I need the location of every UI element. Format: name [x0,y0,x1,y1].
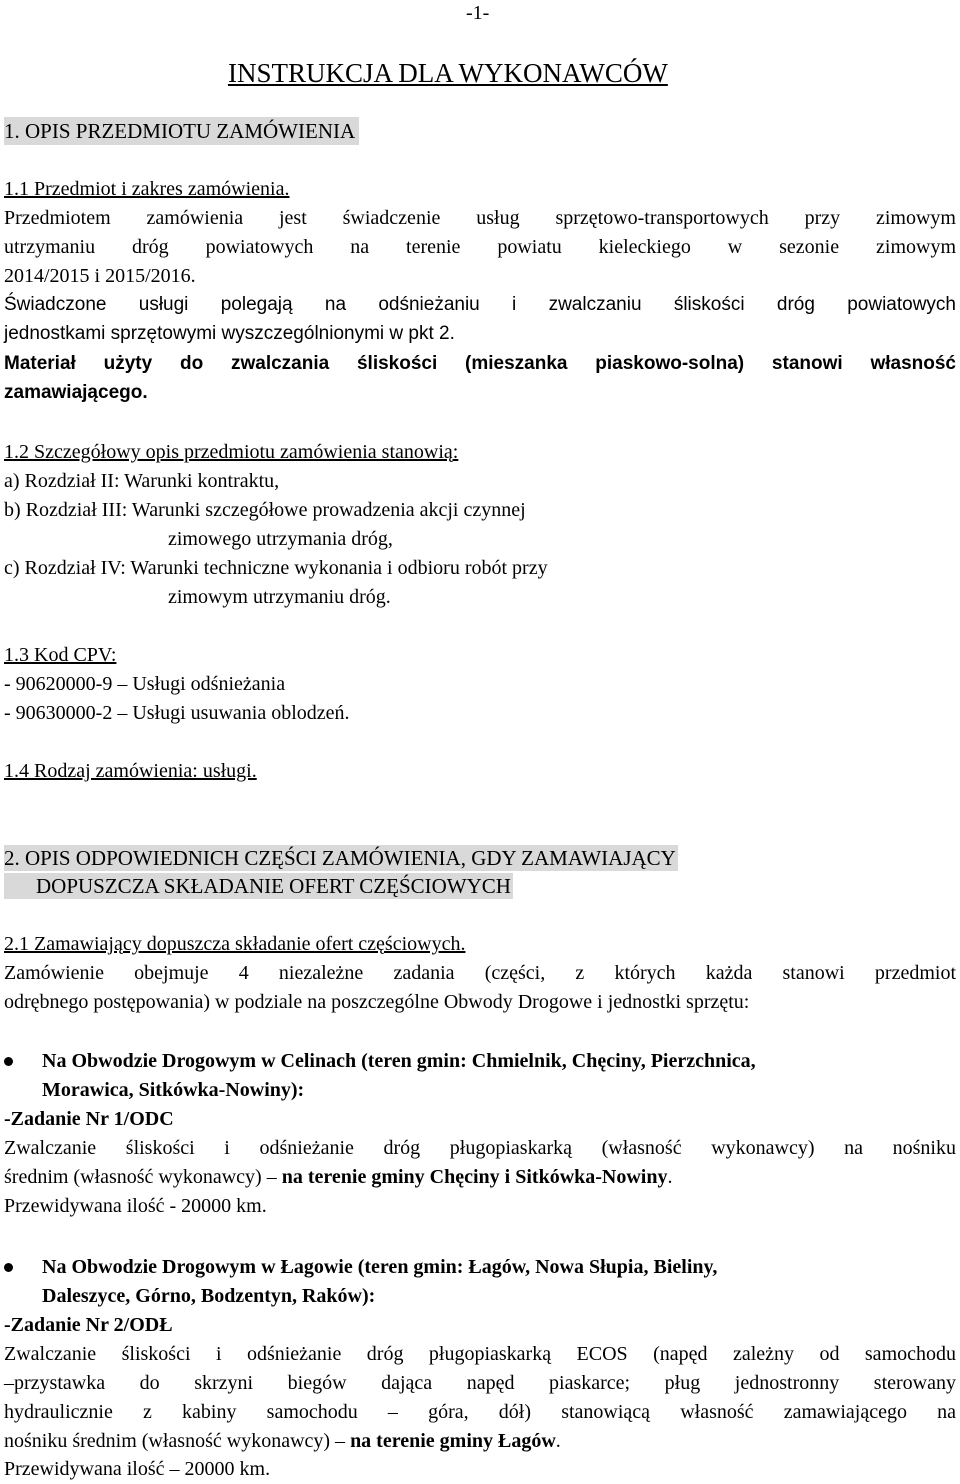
bullet-1-line-1: Na Obwodzie Drogowym w Celinach (teren gmin: Chmielnik, Chęciny, Pierzchnica, [42,1050,756,1072]
task-1-line-2-end: . [667,1166,673,1188]
task-2-line-2: –przystawka do skrzyni biegów dająca napęd piaskarce; pług jednostronny sterowany [4,1372,956,1394]
paragraph-1-line-3: 2014/2015 i 2015/2016. [4,265,196,287]
task-2-line-4-text: nośniku średnim (własność wykonawcy) – [4,1430,351,1452]
paragraph-2-line-2: jednostkami sprzętowymi wyszczególnionymi w pkt 2. [4,323,455,344]
task-2-estimate: Przewidywana ilość – 20000 km. [4,1458,271,1480]
paragraph-1-line-1: Przedmiotem zamówienia jest świadczenie usług sprzętowo-transportowych przy zimowym [4,207,956,229]
bullet-2-line-2: Daleszyce, Górno, Bodzentyn, Raków): [42,1285,376,1307]
document-title: INSTRUKCJA DLA WYKONAWCÓW [228,58,668,88]
task-1-estimate: Przewidywana ilość - 20000 km. [4,1195,267,1217]
task-1-line-1: Zwalczanie śliskości i odśnieżanie dróg pługopiaskarką (własność wykonawcy) na nośniku [4,1137,956,1159]
subsection-1-4: 1.4 Rodzaj zamówienia: usługi. [4,760,257,782]
task-2-line-1: Zwalczanie śliskości i odśnieżanie dróg pługopiaskarką ECOS (napęd zależny od samochodu [4,1343,956,1365]
bullet-1-icon [4,1057,13,1066]
section-2-paragraph-line-2: odrębnego postępowania) w podziale na poszczególne Obwody Drogowe i jednostki sprzętu: [4,991,750,1013]
paragraph-2-line-1: Świadczone usługi polegają na odśnieżaniu i zwalczaniu śliskości dróg powiatowych [4,294,956,315]
section-2-heading-line-2 [4,873,513,899]
task-2-line-4 [4,1428,561,1454]
subsection-1-1: 1.1 Przedmiot i zakres zamówienia. [4,178,290,200]
section-2-paragraph-line-1: Zamówienie obejmuje 4 niezależne zadania (części, z których każda stanowi przedmiot [4,962,956,984]
list-item-b-line-2: zimowego utrzymania dróg, [168,528,393,550]
paragraph-1-line-2: utrzymaniu dróg powiatowych na terenie powiatu kieleckiego w sezonie zimowym [4,236,956,258]
list-item-b-line-1: b) Rozdział III: Warunki szczegółowe prowadzenia akcji czynnej [4,499,526,521]
subsection-1-2: 1.2 Szczegółowy opis przedmiotu zamówienia stanowią: [4,441,459,463]
section-2-heading-text-2: DOPUSZCZA SKŁADANIE OFERT CZĘŚCIOWYCH [4,873,513,899]
task-1-area: na terenie gminy Chęciny i Sitkówka-Nowiny [281,1166,668,1188]
paragraph-3-line-1: Materiał użyty do zwalczania śliskości (mieszanka piaskowo-solna) stanowi własność [4,353,956,374]
task-2-line-4-end: . [555,1430,561,1452]
section-1-heading-text: 1. OPIS PRZEDMIOTU ZAMÓWIENIA [4,117,359,145]
task-1-line-2 [4,1164,672,1190]
task-1-heading: -Zadanie Nr 1/ODC [4,1108,174,1130]
list-item-a: a) Rozdział II: Warunki kontraktu, [4,470,280,492]
task-2-area: na terenie gminy Łagów [350,1430,556,1452]
section-1-heading [4,118,359,144]
bullet-1-line-2: Morawica, Sitkówka-Nowiny): [42,1079,305,1101]
task-2-heading: -Zadanie Nr 2/ODŁ [4,1314,173,1336]
bullet-2-icon [4,1263,13,1272]
task-1-line-2-text: średnim (własność wykonawcy) – [4,1166,282,1188]
cpv-code-2: - 90630000-2 – Usługi usuwania oblodzeń. [4,702,350,724]
cpv-code-1: - 90620000-9 – Usługi odśnieżania [4,673,286,695]
subsection-1-3: 1.3 Kod CPV: [4,644,117,666]
section-2-heading-line-1 [4,845,678,871]
page-number: -1- [466,2,490,24]
list-item-c-line-2: zimowym utrzymaniu dróg. [168,586,391,608]
list-item-c-line-1: c) Rozdział IV: Warunki techniczne wykonania i odbioru robót przy [4,557,548,579]
bullet-2-line-1: Na Obwodzie Drogowym w Łagowie (teren gmin: Łagów, Nowa Słupia, Bieliny, [42,1256,718,1278]
task-2-line-3: hydraulicznie z kabiny samochodu – góra, dół) stanowiącą własność zamawiającego na [4,1401,956,1423]
section-2-heading-text-1: 2. OPIS ODPOWIEDNICH CZĘŚCI ZAMÓWIENIA, GDY ZAMAWIAJĄCY [4,846,676,870]
paragraph-3-line-2: zamawiającego. [4,382,148,403]
subsection-2-1: 2.1 Zamawiający dopuszcza składanie ofert częściowych. [4,933,466,955]
